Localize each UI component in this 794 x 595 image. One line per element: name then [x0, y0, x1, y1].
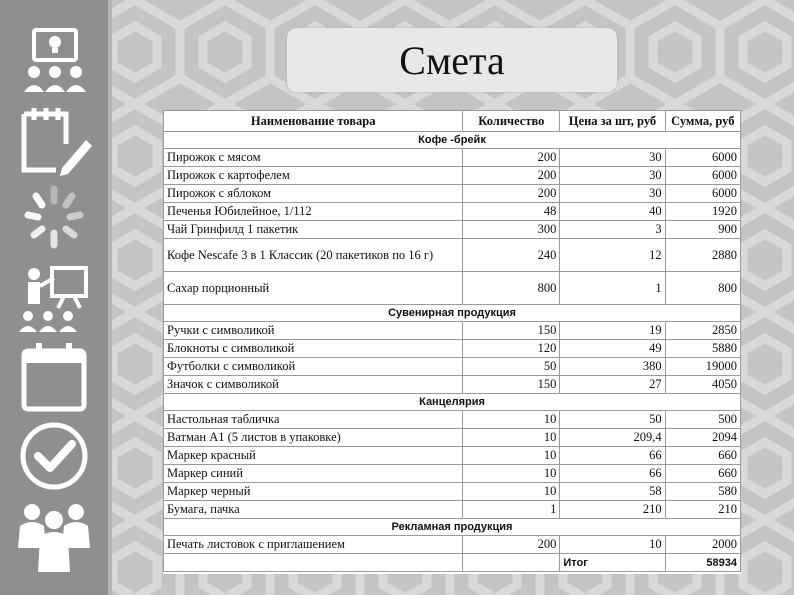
item-name: Чай Гринфилд 1 пакетик — [164, 221, 463, 239]
item-sum: 5880 — [665, 340, 740, 358]
calendar-icon — [14, 341, 94, 413]
item-qty: 150 — [463, 322, 560, 340]
item-name: Маркер синий — [164, 465, 463, 483]
estimate-table — [163, 110, 741, 572]
item-qty: 800 — [463, 272, 560, 305]
loading-spinner-icon — [14, 183, 94, 255]
item-price: 19 — [560, 322, 665, 340]
total-value: 58934 — [665, 554, 740, 572]
item-name: Печать листовок с приглашением — [164, 536, 463, 554]
item-sum: 6000 — [665, 185, 740, 203]
item-price: 10 — [560, 536, 665, 554]
item-price: 66 — [560, 465, 665, 483]
item-qty: 10 — [463, 429, 560, 447]
item-qty: 200 — [463, 185, 560, 203]
item-qty: 150 — [463, 376, 560, 394]
presentation-audience-icon — [14, 26, 94, 98]
column-header-price: Цена за шт, руб — [560, 111, 665, 132]
table-row — [164, 149, 741, 167]
item-sum: 4050 — [665, 376, 740, 394]
total-row — [164, 554, 741, 572]
column-header-sum: Сумма, руб — [665, 111, 740, 132]
table-row — [164, 376, 741, 394]
item-name: Ручки с символикой — [164, 322, 463, 340]
title-box — [287, 28, 617, 92]
item-price: 1 — [560, 272, 665, 305]
table-header-row — [164, 111, 741, 132]
item-sum: 660 — [665, 465, 740, 483]
item-price: 50 — [560, 411, 665, 429]
item-sum: 800 — [665, 272, 740, 305]
sidebar — [0, 0, 108, 595]
item-qty: 10 — [463, 447, 560, 465]
item-price: 380 — [560, 358, 665, 376]
item-name: Футболки с символикой — [164, 358, 463, 376]
item-name: Сахар порционный — [164, 272, 463, 305]
item-price: 49 — [560, 340, 665, 358]
item-sum: 210 — [665, 501, 740, 519]
item-sum: 2000 — [665, 536, 740, 554]
estimate-table-wrap — [163, 110, 741, 574]
table-row — [164, 185, 741, 203]
item-qty: 240 — [463, 239, 560, 272]
edit-document-icon — [14, 104, 94, 176]
item-name: Кофе Nescafe 3 в 1 Классик (20 пакетиков по 16 г) — [164, 239, 463, 272]
item-name: Маркер красный — [164, 447, 463, 465]
item-sum: 500 — [665, 411, 740, 429]
table-row — [164, 411, 741, 429]
item-price: 58 — [560, 483, 665, 501]
total-empty-cell — [164, 554, 463, 572]
column-header-name: Наименование товара — [164, 111, 463, 132]
item-name: Пирожок с яблоком — [164, 185, 463, 203]
item-qty: 10 — [463, 483, 560, 501]
item-sum: 2094 — [665, 429, 740, 447]
item-qty: 200 — [463, 149, 560, 167]
item-sum: 6000 — [665, 167, 740, 185]
teacher-board-icon — [14, 262, 94, 334]
section-title: Сувенирная продукция — [164, 305, 741, 322]
table-row — [164, 340, 741, 358]
item-name: Печенья Юбилейное, 1/112 — [164, 203, 463, 221]
item-sum: 6000 — [665, 149, 740, 167]
item-price: 66 — [560, 447, 665, 465]
section-row — [164, 519, 741, 536]
item-price: 30 — [560, 149, 665, 167]
item-qty: 50 — [463, 358, 560, 376]
table-row — [164, 322, 741, 340]
item-sum: 19000 — [665, 358, 740, 376]
item-name: Пирожок с картофелем — [164, 167, 463, 185]
section-row — [164, 132, 741, 149]
table-row — [164, 501, 741, 519]
item-name: Маркер черный — [164, 483, 463, 501]
table-row — [164, 358, 741, 376]
item-qty: 1 — [463, 501, 560, 519]
item-price: 30 — [560, 167, 665, 185]
item-qty: 200 — [463, 167, 560, 185]
item-sum: 660 — [665, 447, 740, 465]
table-row — [164, 483, 741, 501]
column-header-qty: Количество — [463, 111, 560, 132]
item-sum: 900 — [665, 221, 740, 239]
item-price: 3 — [560, 221, 665, 239]
item-sum: 2880 — [665, 239, 740, 272]
table-row — [164, 447, 741, 465]
item-name: Ватман А1 (5 листов в упаковке) — [164, 429, 463, 447]
item-sum: 580 — [665, 483, 740, 501]
table-row — [164, 221, 741, 239]
item-price: 30 — [560, 185, 665, 203]
item-sum: 2850 — [665, 322, 740, 340]
item-qty: 10 — [463, 411, 560, 429]
item-name: Настольная табличка — [164, 411, 463, 429]
section-row — [164, 394, 741, 411]
item-price: 12 — [560, 239, 665, 272]
item-qty: 120 — [463, 340, 560, 358]
table-row — [164, 167, 741, 185]
item-price: 210 — [560, 501, 665, 519]
item-price: 209,4 — [560, 429, 665, 447]
item-name: Бумага, пачка — [164, 501, 463, 519]
item-qty: 48 — [463, 203, 560, 221]
section-title: Кофе -брейк — [164, 132, 741, 149]
table-row — [164, 203, 741, 221]
table-row — [164, 272, 741, 305]
section-title: Рекламная продукция — [164, 519, 741, 536]
item-price: 27 — [560, 376, 665, 394]
section-title: Канцелярия — [164, 394, 741, 411]
total-label: Итог — [560, 554, 665, 572]
table-row — [164, 465, 741, 483]
item-name: Пирожок с мясом — [164, 149, 463, 167]
item-name: Блокноты с символикой — [164, 340, 463, 358]
item-price: 40 — [560, 203, 665, 221]
page-title: Смета — [399, 37, 505, 83]
item-qty: 10 — [463, 465, 560, 483]
section-row — [164, 305, 741, 322]
checkmark-icon — [14, 420, 94, 492]
item-name: Значок с символикой — [164, 376, 463, 394]
table-row — [164, 536, 741, 554]
table-row — [164, 239, 741, 272]
item-qty: 200 — [463, 536, 560, 554]
table-row — [164, 429, 741, 447]
total-empty-cell — [463, 554, 560, 572]
item-sum: 1920 — [665, 203, 740, 221]
team-icon — [14, 500, 94, 572]
item-qty: 300 — [463, 221, 560, 239]
sidebar-divider — [108, 0, 112, 595]
